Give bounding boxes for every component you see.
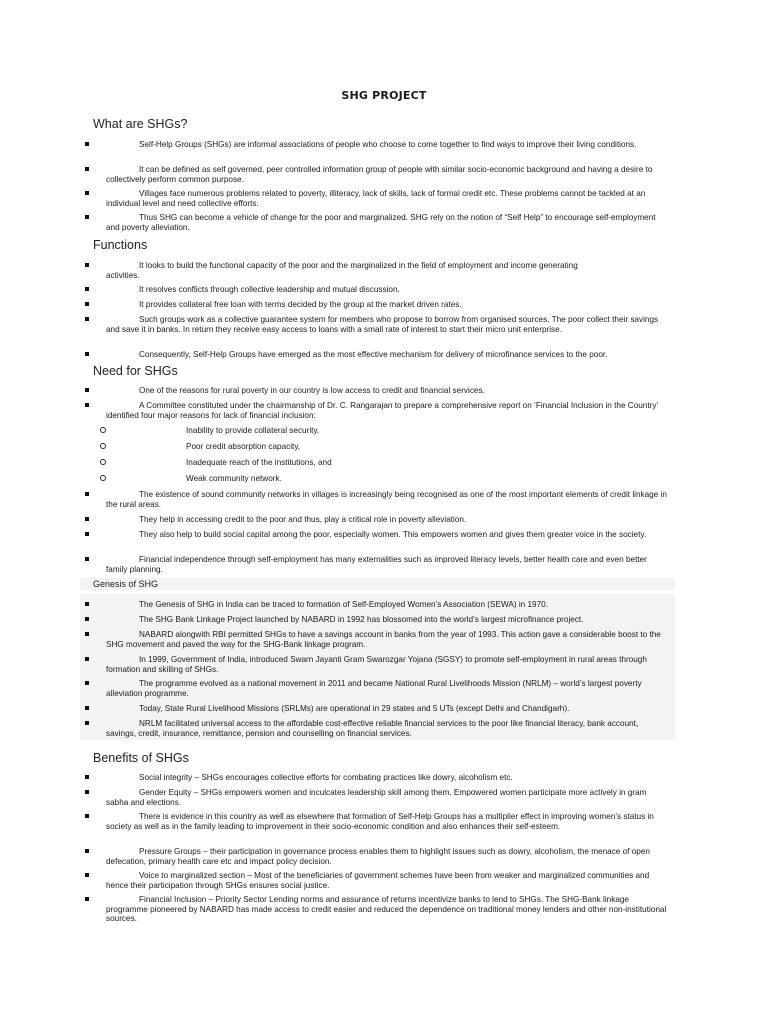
square-bullet-icon — [85, 681, 89, 685]
section-heading-what-are-shgs: What are SHGs? — [93, 117, 188, 131]
square-bullet-icon — [85, 517, 89, 521]
square-bullet-icon — [85, 557, 89, 561]
circle-bullet-icon — [100, 459, 106, 465]
document-page: SHG PROJECT What are SHGs? Self-Help Groups (SHGs) are informal associations of people who choose to come together to find ways to improve their living conditions. It can be defined as self governed, peer controlled information group of people with similar socio-economic background and having a desire to collectively perform common purpose. Villages face numerous problems related to poverty, illiteracy, lack of skills, lack of formal credit etc. These problems cannot be tackled at an individual level and need collective efforts. Thus SHG can become a vehicle of change for the poor and marginalized. SHG rely on the notion of “Self Help” to encourage self-employment and poverty alleviation. Functions It looks to build the functional capacity of the poor and the marginalized in the field of employment and income generating activities. It resolves conflicts through collective leadership and mutual discussion. It provides collateral free loan with terms decided by the group at the market driven rates. Such groups work as a collective guarantee system for members who propose to borrow from organised sources. The poor collect their savings and save it in banks. In return they receive easy access to loans with a small rate of interest to start their micro unit enterprise. Consequently, Self-Help Groups have emerged as the most effective mechanism for delivery of microfinance services to the poor. Need for SHGs One of the reasons for rural poverty in our country is low access to credit and financial services. A Committee constituted under the chairmanship of Dr. C. Rangarajan to prepare a comprehensive report on ‘Financial Inclusion in the Country’ identified four major reasons for lack of financial inclusion: Inability to provide collateral security, Poor credit absorption capacity, Inadequate reach of the institutions, and Weak community network. The existence of sound community networks in villages is increasingly being recognised as one of the most important elements of credit linkage in the rural areas. They help in accessing credit to the poor and thus, play a critical role in poverty alleviation. They also help to build social capital among the poor, especially women. This empowers women and gives them greater voice in the society. Financial independence through self-employment has many externalities such as improved literacy levels, better health care and even better family planning. Genesis of SHG The Genesis of SHG in India can be traced to formation of Self-Employed Women’s Association (SEWA) in 1970. The SHG Bank Linkage Project launched by NABARD in 1992 has blossomed into the world’s largest microfinance project. NABARD alongwith RBI permitted SHGs to have a savings account in banks from the year of 1993. This action gave a considerable boost to the SHG movement and paved the way for the SHG-Bank linkage program. In 1999, Government of India, introduced Swarn Jayanti Gram Swarozgar Yojana (SGSY) to promote self-employment in rural areas through formation and skilling of SHGs. The programme evolved as a national movement in 2011 and became National Rural Livelihoods Mission (NRLM) – world’s largest poverty alleviation programme. Today, State Rural Livelihood Missions (SRLMs) are operational in 29 states and 5 UTs (except Delhi and Chandigarh). NRLM facilitated universal access to the affordable cost-effective reliable financial services to the poor like financial literacy, bank account, savings, credit, insurance, remittance, pension and counselling on financial services. Benefits of SHGs Social integrity – SHGs encourages collective efforts for combating practices like dowry, alcoholism etc. Gender Equity – SHGs empowers women and inculcates leadership skill among them. Empowered women participate more actively in gram sabha and elections. There is evidence in this country as well as elsewhere that formation of Self-Help Groups has a multiplier effect in improving women’s status in society as well as in the family leading to improvement in their socio-economic condition and also enhances their self-esteem. Pressure Groups – their participation in governance process enables them to highlight issues such as dowry, alcoholism, the menace of open defecation, primary health care etc and impact policy decision. Voice to marginalized section – Most of the beneficiaries of government schemes have been from weaker and marginalized communities and hence their participation through SHGs ensures social justice. Financial Inclusion – Priority Sector Lending norms and assurance of returns incentivize banks to lend to SHGs. The SHG-Bank linkage programme pioneered by NABARD has made access to credit easier and reduced the dependence on traditional money lenders and other non-institutional sources. — [0, 0, 768, 1024]
square-bullet-icon — [85, 167, 89, 171]
circle-bullet-icon — [100, 475, 106, 481]
square-bullet-icon — [85, 352, 89, 356]
square-bullet-icon — [85, 721, 89, 725]
circle-bullet-icon — [100, 443, 106, 449]
square-bullet-icon — [85, 403, 89, 407]
square-bullet-icon — [85, 287, 89, 291]
section-heading-genesis-of-shg: Genesis of SHG — [93, 579, 159, 589]
square-bullet-icon — [85, 897, 89, 901]
square-bullet-icon — [85, 706, 89, 710]
square-bullet-icon — [85, 617, 89, 621]
square-bullet-icon — [85, 657, 89, 661]
document-title: SHG PROJECT — [341, 89, 427, 102]
square-bullet-icon — [85, 873, 89, 877]
square-bullet-icon — [85, 775, 89, 779]
square-bullet-icon — [85, 532, 89, 536]
section-heading-need-for-shgs: Need for SHGs — [93, 364, 178, 378]
square-bullet-icon — [85, 814, 89, 818]
square-bullet-icon — [85, 317, 89, 321]
circle-bullet-icon — [100, 427, 106, 433]
square-bullet-icon — [85, 191, 89, 195]
square-bullet-icon — [85, 790, 89, 794]
square-bullet-icon — [85, 215, 89, 219]
square-bullet-icon — [85, 302, 89, 306]
square-bullet-icon — [85, 263, 89, 267]
square-bullet-icon — [85, 632, 89, 636]
square-bullet-icon — [85, 602, 89, 606]
square-bullet-icon — [85, 492, 89, 496]
section-heading-benefits-of-shgs: Benefits of SHGs — [93, 751, 189, 765]
square-bullet-icon — [85, 388, 89, 392]
genesis-heading-shade — [80, 578, 675, 590]
section-heading-functions: Functions — [93, 238, 148, 252]
square-bullet-icon — [85, 142, 89, 146]
square-bullet-icon — [85, 849, 89, 853]
